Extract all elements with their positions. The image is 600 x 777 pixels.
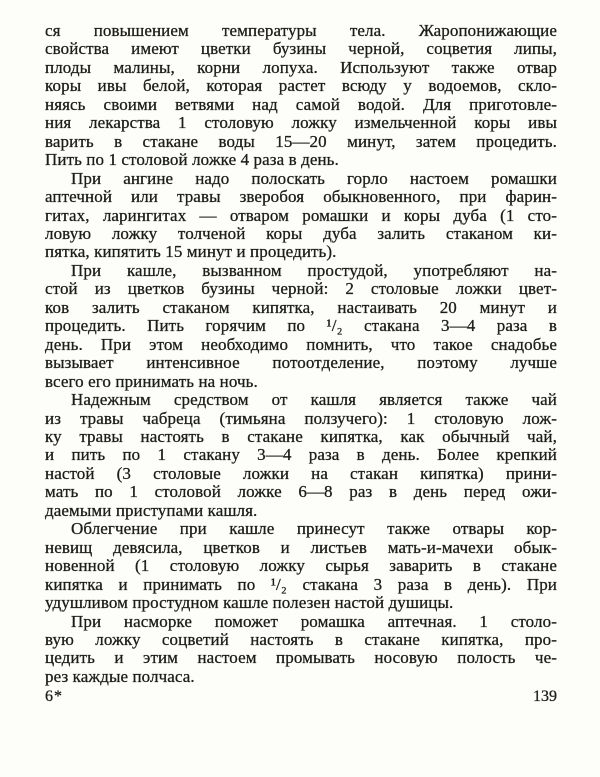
text-line: ков залить стаканом кипятка, настаивать 20 минут и (45, 297, 557, 317)
text-line: няясь своими ветвями над самой водой. Для приготовле- (45, 94, 557, 114)
text-line: коры ивы белой, которая растет всюду у водоемов, скло- (45, 76, 557, 96)
text-line: невищ девясила, цветков и листьев мать-и-мачехи обык- (45, 537, 557, 557)
page-text (45, 22, 557, 686)
text-line: вую ложку соцветий настоять в стакане кипятка, про- (45, 629, 557, 649)
page-number: 139 (533, 688, 557, 705)
text-line: стой из цветков бузины черной: 2 столовые ложки цвет- (45, 279, 557, 299)
text-line: рез каждые полчаса. (45, 666, 195, 686)
text-line: цедить и этим настоем промывать носовую полость че- (45, 648, 557, 668)
text-line: из травы чабреца (тимьяна ползучего): 1 столовую лож- (45, 408, 557, 428)
text-line: ку травы настоять в стакане кипятка, как обычный чай, (45, 426, 557, 446)
text-line: удушливом простудном кашле полезен настой душицы. (45, 593, 454, 613)
text-line: вызывает интенсивное потоотделение, поэтому лучше (45, 353, 557, 373)
signature-mark: 6* (45, 688, 63, 705)
text-line: день. При этом необходимо помнить, что такое снадобье (45, 334, 557, 354)
text-line: Пить по 1 столовой ложке 4 раза в день. (45, 150, 339, 170)
text-line: варить в стакане воды 15—20 минут, затем процедить. (45, 131, 557, 151)
text-line: аптечной или травы зверобоя обыкновенного, при фарин- (45, 187, 557, 207)
text-line: кипятка и принимать по ¹/₂ стакана 3 раза в день). При (45, 574, 557, 594)
text-line: Надежным средством от кашля является также чай (71, 390, 557, 410)
text-line: свойства имеют цветки бузины черной, соцветия липы, (45, 39, 557, 59)
text-line: ся повышением температуры тела. Жаропонижающие (45, 21, 557, 40)
text-line: При ангине надо полоскать горло настоем ромашки (71, 168, 557, 188)
text-line: процедить. Пить горячим по ¹/₂ стакана 3—4 раза в (45, 316, 557, 336)
text-line: новенной (1 столовую ложку сырья заварить в стакане (45, 556, 557, 576)
text-line: плоды малины, корни лопуха. Используют также отвар (45, 57, 557, 77)
text-line: пятка, кипятить 15 минут и процедить). (45, 242, 337, 262)
text-line: гитах, ларингитах — отваром ромашки и коры дуба (1 сто- (45, 205, 557, 225)
text-line: ния лекарства 1 столовую ложку измельченной коры ивы (45, 113, 557, 133)
text-line: всего его принимать на ночь. (45, 371, 258, 391)
text-line: настой (3 столовые ложки на стакан кипятка) прини- (45, 463, 557, 483)
text-line: и пить по 1 стакану 3—4 раза в день. Более крепкий (45, 445, 557, 465)
text-line: даемыми приступами кашля. (45, 500, 258, 520)
text-line: ловую ложку толченой коры дуба залить стаканом ки- (45, 223, 557, 243)
page-footer (45, 689, 557, 705)
text-line: мать по 1 столовой ложке 6—8 раз в день перед ожи- (45, 482, 557, 502)
text-line: Облегчение при кашле принесут также отвары кор- (71, 519, 557, 539)
text-line: При насморке поможет ромашка аптечная. 1 столо- (71, 611, 557, 631)
text-line: При кашле, вызванном простудой, употребляют на- (71, 260, 557, 280)
